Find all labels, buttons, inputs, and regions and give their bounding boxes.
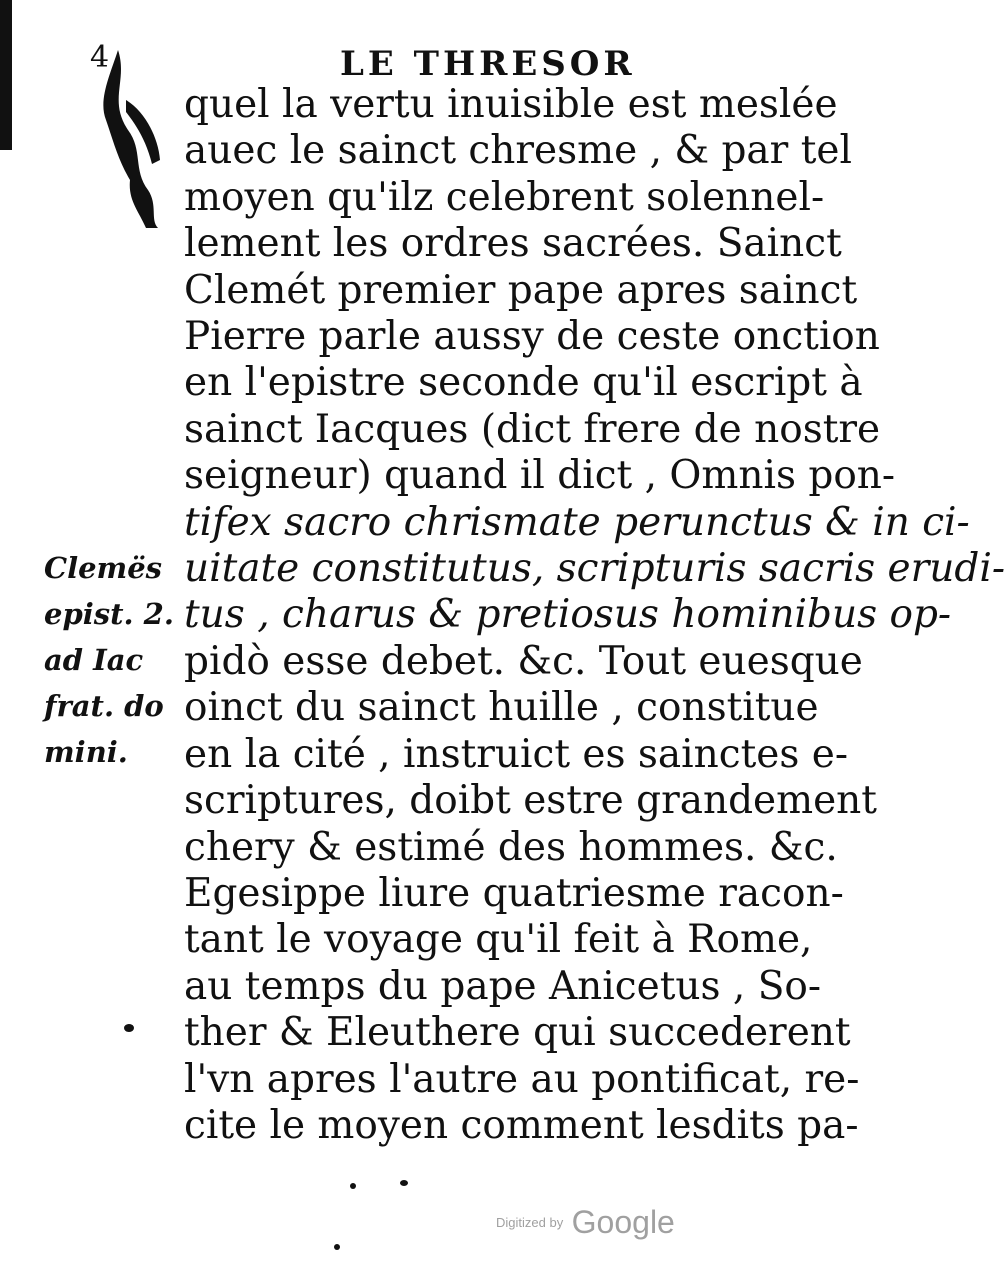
text-line: chery & estimé des hommes. &c.	[184, 824, 838, 870]
margin-note	[44, 545, 184, 775]
text-line: quel la vertu inuisible est meslée	[184, 82, 838, 127]
text-line: tant le voyage qu'il feit à Rome,	[184, 917, 813, 963]
text-line: scriptures, doibt estre grandement	[184, 778, 877, 824]
text-line: oinct du sainct huille , constitue	[184, 685, 819, 731]
digitization-watermark	[496, 1204, 675, 1241]
running-head: LE THRESOR	[340, 44, 636, 84]
text-line: pidò esse debet. &c. Tout euesque	[184, 638, 863, 684]
text-line: seigneur) quand il dict , Omnis pon-	[184, 453, 896, 499]
text-line: au temps du pape Anicetus , So-	[184, 963, 822, 1009]
page-edge-shadow	[0, 0, 12, 150]
text-line: en l'epistre seconde qu'il escript à	[184, 360, 863, 406]
margin-note-line: epist. 2.	[44, 597, 174, 631]
text-line: Clemét premier pape apres sainct	[184, 267, 858, 313]
text-line: en la cité , instruict es sainctes e-	[184, 731, 849, 777]
margin-note-line: mini.	[44, 735, 128, 769]
text-line: l'vn apres l'autre au pontificat, re-	[184, 1056, 860, 1102]
latin-quote-line: tifex sacro chrismate perunctus & in ci-	[184, 499, 970, 545]
text-line: Pierre parle aussy de ceste onction	[184, 314, 880, 360]
text-line: moyen qu'ilz celebrent solennel-	[184, 174, 825, 220]
text-line: ther & Eleuthere qui succederent	[184, 1010, 851, 1056]
ink-speck	[124, 1024, 134, 1032]
margin-note-line: frat. do	[44, 689, 164, 723]
margin-note-line: Clemës	[44, 551, 163, 585]
page-mark: 4	[90, 40, 110, 75]
margin-note-line: ad Iac	[44, 643, 144, 677]
ink-speck	[350, 1183, 356, 1189]
brand-logo-text: Google	[571, 1204, 675, 1240]
text-line: sainct Iacques (dict frere de nostre	[184, 406, 881, 452]
latin-quote-line: uitate constitutus, scripturis sacris erudi-	[184, 546, 1005, 592]
body-text	[184, 82, 1005, 1149]
digitized-label: Digitized by	[496, 1215, 564, 1230]
text-line: lement les ordres sacrées. Sainct	[184, 221, 842, 267]
text-line: cite le moyen comment lesdits pa-	[184, 1102, 859, 1148]
ink-speck	[400, 1180, 408, 1186]
latin-quote-line: tus , charus & pretiosus hominibus op-	[184, 592, 952, 638]
text-line: Egesippe liure quatriesme racon-	[184, 870, 844, 916]
ink-speck	[334, 1244, 340, 1250]
text-line: auec le sainct chresme , & par tel	[184, 128, 852, 174]
